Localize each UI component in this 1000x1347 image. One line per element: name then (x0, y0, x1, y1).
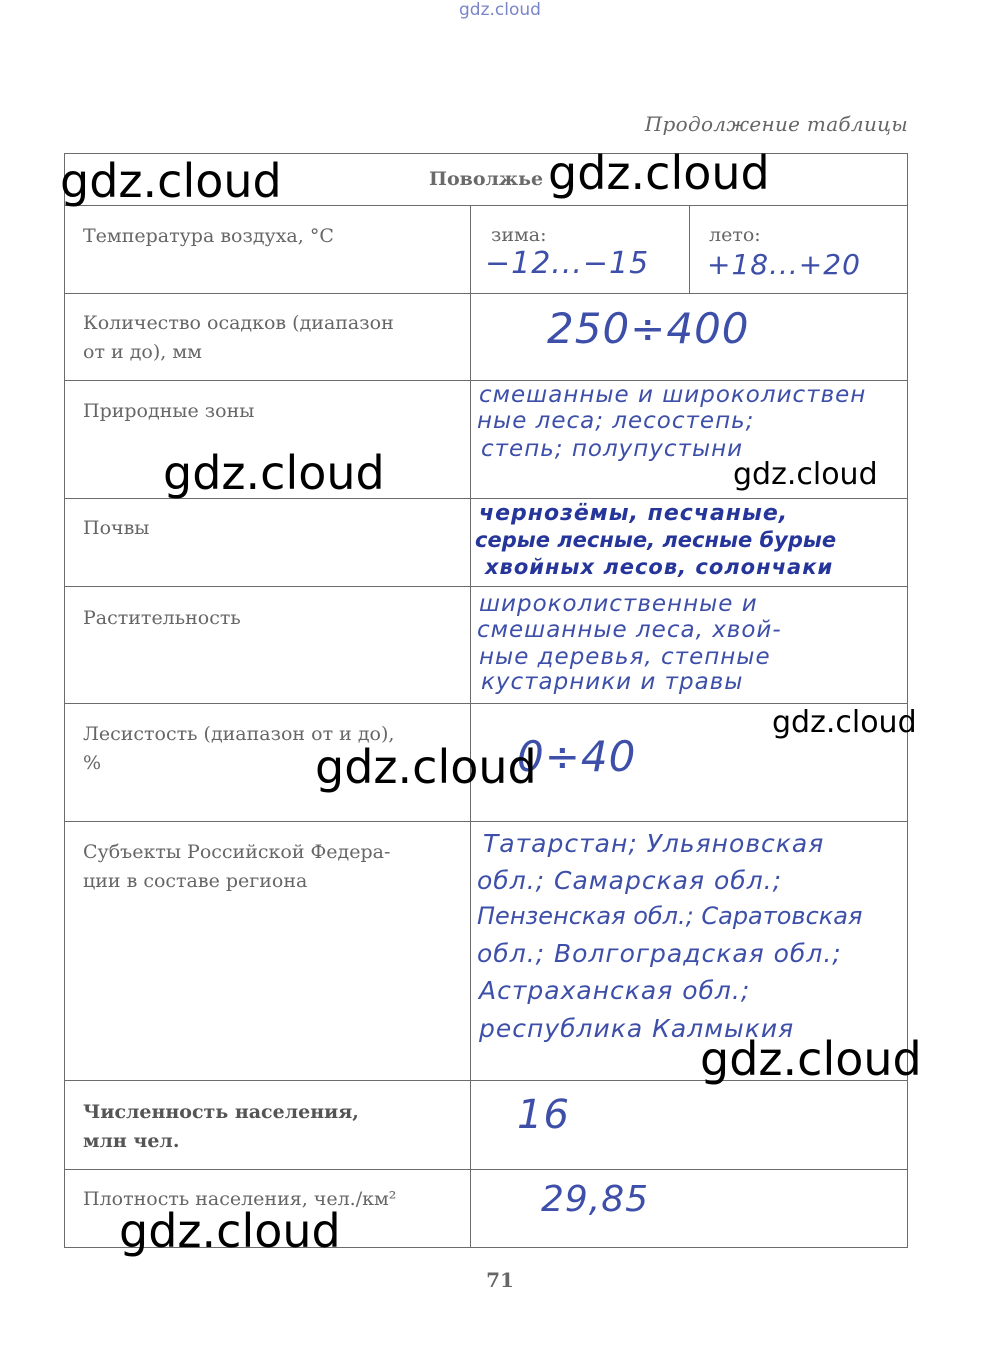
page-number: 71 (486, 1268, 514, 1292)
vegetation-value-line2: смешанные леса, хвой- (477, 617, 782, 643)
watermark: gdz.cloud (60, 154, 282, 208)
season-divider (689, 205, 690, 293)
subjects-value-line4: обл.; Волгоградская обл.; (477, 939, 842, 968)
watermark: gdz.cloud (700, 1032, 922, 1086)
forest-label-line1: Лесистость (диапазон от и до), (83, 723, 395, 745)
forest-label-line2: % (83, 752, 102, 774)
table-continuation-caption: Продолжение таблицы (644, 112, 908, 136)
row-divider (65, 703, 907, 704)
vegetation-value-line3: ные деревья, степные (479, 644, 771, 670)
subjects-value-line1: Татарстан; Ульяновская (483, 829, 825, 858)
density-label: Плотность населения, чел./км² (83, 1188, 397, 1210)
watermark: gdz.cloud (163, 446, 385, 500)
winter-label: зима: (491, 224, 547, 246)
winter-value: −12...−15 (485, 246, 650, 281)
forest-value: 0÷40 (517, 732, 637, 781)
zones-value-line1: смешанные и широколиствен (479, 382, 867, 408)
density-value: 29,85 (541, 1179, 650, 1220)
precipitation-label-line2: от и до), мм (83, 341, 202, 363)
precipitation-value: 250÷400 (547, 304, 750, 353)
soils-value-line3: хвойных лесов, солончаки (485, 555, 834, 579)
summer-label: лето: (709, 224, 761, 246)
subjects-value-line2: обл.; Самарская обл.; (477, 866, 783, 895)
population-value: 16 (517, 1092, 570, 1138)
region-header: Поволжье (429, 168, 544, 190)
subjects-value-line5: Астраханская обл.; (479, 976, 751, 1005)
row-divider (65, 380, 907, 381)
precipitation-label-line1: Количество осадков (диапазон (83, 312, 394, 334)
soils-label: Почвы (83, 517, 150, 539)
zones-value-line3: степь; полупустыни (481, 436, 744, 462)
vegetation-value-line4: кустарники и травы (481, 669, 744, 695)
watermark: gdz.cloud (548, 146, 770, 200)
zones-label: Природные зоны (83, 400, 255, 422)
zones-value-line2: ные леса; лесостепь; (477, 408, 755, 434)
subjects-label-line2: ции в составе региона (83, 870, 308, 892)
summer-value: +18...+20 (707, 248, 861, 281)
watermark: gdz.cloud (315, 740, 537, 794)
row-divider (65, 293, 907, 294)
subjects-label-line1: Субъекты Российской Федера- (83, 841, 391, 863)
row-divider (65, 1169, 907, 1170)
vegetation-value-line1: широколиственные и (479, 591, 758, 617)
watermark: gdz.cloud (733, 457, 878, 492)
row-divider (65, 821, 907, 822)
population-label-line2: млн чел. (83, 1130, 180, 1152)
subjects-value-line3: Пензенская обл.; Саратовская (477, 902, 863, 930)
column-divider (470, 205, 471, 1247)
temperature-label: Температура воздуха, °С (83, 225, 334, 247)
vegetation-label: Растительность (83, 607, 241, 629)
row-divider (65, 586, 907, 587)
soils-value-line1: чернозёмы, песчаные, (479, 501, 789, 526)
watermark: gdz.cloud (119, 1204, 341, 1258)
watermark: gdz.cloud (772, 705, 917, 740)
watermark-top: gdz.cloud (459, 0, 541, 20)
population-label-line1: Численность населения, (83, 1101, 359, 1123)
soils-value-line2: серые лесные, лесные бурые (475, 528, 837, 552)
subjects-value-line6: республика Калмыкия (479, 1014, 795, 1043)
